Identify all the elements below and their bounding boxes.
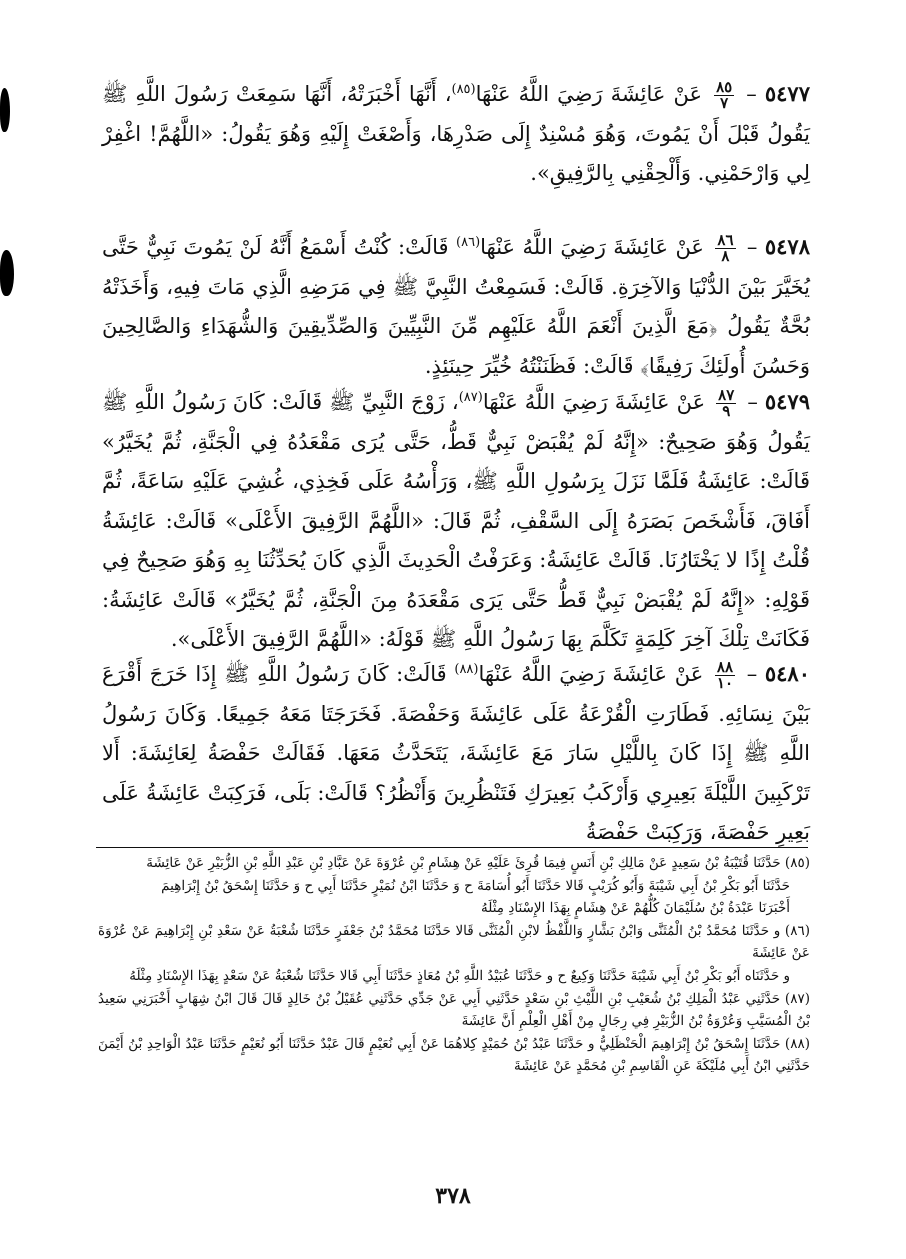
footnotes (98, 852, 810, 1078)
hadith-number: ٥٤٧٩ (764, 389, 810, 414)
footnote-85: (٨٥) حَدَّثَنَا قُتَيْبَةُ بْنُ سَعِيدٍ عَنْ مَالِكِ بْنِ أَنَسٍ فِيمَا قُرِئَ عَلَيْهِ عَنْ هِشَامِ بْنِ عُرْوَةَ عَنْ عَبَّادِ بْنِ عَبْدِ اللَّهِ بْنِ الزُّبَيْرِ عَنْ عَائِشَةَ (146, 855, 810, 871)
cross-reference-fraction: $\frac{٨٧}{٩}$ (718, 386, 735, 420)
hadith-number: ٥٤٧٧ (764, 81, 810, 106)
footnote-ref: (٨٦) (456, 235, 481, 250)
hadith-5480: ٥٤٨٠ – $\frac{٨٨}{١٠}$ عَنْ عَائِشَةَ رَضِيَ اللَّهُ عَنْهَا$^{(٨٨)}$ قَالَتْ: كَانَ رَسُولُ اللَّهِ ﷺ إِذَا خَرَجَ أَقْرَعَ بَيْنَ نِسَائِهِ. فَطَارَتِ الْقُرْعَةُ عَلَى عَائِشَةَ وَحَفْصَةَ. فَخَرَجَتَا مَعَهُ جَمِيعًا. وَكَانَ رَسُولُ اللَّهِ ﷺ إِذَا كَانَ بِاللَّيْلِ سَارَ مَعَ عَائِشَةَ، يَتَحَدَّثُ مَعَهَا. فَقَالَتْ حَفْصَةُ لِعَائِشَةَ: أَلا تَرْكَبِينَ اللَّيْلَةَ بَعِيرِي وَأَرْكَبُ بَعِيرَكِ فَتَنْظُرِينَ وَأَنْظُرُ؟ قَالَتْ: بَلَى، فَرَكِبَتْ عَائِشَةُ عَلَى بَعِيرِ حَفْصَةَ، وَرَكِبَتْ حَفْصَةُ (102, 658, 810, 844)
hadith-body: ، زَوْجَ النَّبِيِّ ﷺ قَالَتْ: كَانَ رَسُولُ اللَّهِ ﷺ يَقُولُ وَهُوَ صَحِيحٌ: «إِنَّهُ لَمْ يُقْبَضْ نَبِيٌّ قَطُّ، حَتَّى يُرَى مَقْعَدُهُ فِي الْجَنَّةِ، ثُمَّ يُخَيَّرُ» قَالَتْ: عَائِشَةُ فَلَمَّا نَزَلَ بِرَسُولِ اللَّهِ ﷺ، وَرَأْسُهُ عَلَى فَخِذِي، غُشِيَ عَلَيْهِ سَاعَةً، ثُمَّ أَفَاقَ، فَأَشْخَصَ بَصَرَهُ إِلَى السَّقْفِ، ثُمَّ قَالَ: «اللَّهُمَّ الرَّفِيقَ الأَعْلَى» قَالَتْ: عَائِشَةُ قُلْتُ إِذًا لا يَخْتَارُنَا. قَالَتْ عَائِشَةُ: وَعَرَفْتُ الْحَدِيثَ الَّذِي كَانَ يُحَدِّثُنَا بِهِ وَهُوَ صَحِيحٌ فِي قَوْلِهِ: «إِنَّهُ لَمْ يُقْبَضْ نَبِيٌّ قَطُّ حَتَّى يَرَى مَقْعَدَهُ مِنَ الْجَنَّةِ، ثُمَّ يُخَيَّرُ» قَالَتْ عَائِشَةُ: فَكَانَتْ تِلْكَ آخِرَ كَلِمَةٍ تَكَلَّمَ بِهَا رَسُولُ اللَّهِ ﷺ قَوْلَهُ: «اللَّهُمَّ الرَّفِيقَ الأَعْلَى». (102, 390, 810, 651)
footnote-ref: (٨٨) (454, 662, 479, 677)
cross-reference-fraction: $\frac{٨٦}{٨}$ (717, 231, 734, 265)
cross-reference-fraction: $\frac{٨٨}{١٠}$ (716, 658, 734, 692)
hadith-narrator: عَنْ عَائِشَةَ رَضِيَ اللَّهُ عَنْهَا (475, 82, 703, 106)
hadith-narrator: عَنْ عَائِشَةَ رَضِيَ اللَّهُ عَنْهَا (480, 235, 704, 259)
footnote-ref: (٨٧) (458, 390, 483, 405)
hadith-body: قَالَتْ: كُنْتُ أَسْمَعُ أَنَّهُ لَنْ يَمُوتَ نَبِيٌّ حَتَّى يُخَيَّرَ بَيْنَ الدُّنْيَا وَالآخِرَةِ. قَالَتْ: فَسَمِعْتُ النَّبِيَّ ﷺ فِي مَرَضِهِ الَّذِي مَاتَ فِيهِ، وَأَخَذَتْهُ بُحَّةٌ يَقُولُ ﴿مَعَ الَّذِينَ أَنْعَمَ اللَّهُ عَلَيْهِم مِّنَ النَّبِيِّينَ وَالصِّدِّيقِينَ وَالشُّهَدَاءِ وَالصَّالِحِينَ وَحَسُنَ أُولَئِكَ رَفِيقًا﴾ قَالَتْ: فَظَنَنْتُهُ خُيِّرَ حِينَئِذٍ. (102, 235, 810, 378)
hadith-narrator: عَنْ عَائِشَةَ رَضِيَ اللَّهُ عَنْهَا (478, 662, 704, 686)
hadith-body: قَالَتْ: كَانَ رَسُولُ اللَّهِ ﷺ إِذَا خَرَجَ أَقْرَعَ بَيْنَ نِسَائِهِ. فَطَارَتِ الْقُرْعَةُ عَلَى عَائِشَةَ وَحَفْصَةَ. فَخَرَجَتَا مَعَهُ جَمِيعًا. وَكَانَ رَسُولُ اللَّهِ ﷺ إِذَا كَانَ بِاللَّيْلِ سَارَ مَعَ عَائِشَةَ، يَتَحَدَّثُ مَعَهَا. فَقَالَتْ حَفْصَةُ لِعَائِشَةَ: أَلا تَرْكَبِينَ اللَّيْلَةَ بَعِيرِي وَأَرْكَبُ بَعِيرَكِ فَتَنْظُرِينَ وَأَنْظُرُ؟ قَالَتْ: بَلَى، فَرَكِبَتْ عَائِشَةُ عَلَى بَعِيرِ حَفْصَةَ، وَرَكِبَتْ حَفْصَةُ (102, 662, 810, 844)
hadith-5478: ٥٤٧٨ – $\frac{٨٦}{٨}$ عَنْ عَائِشَةَ رَضِيَ اللَّهُ عَنْهَا$^{(٨٦)}$ قَالَتْ: كُنْتُ أَسْمَعُ أَنَّهُ لَنْ يَمُوتَ نَبِيٌّ حَتَّى يُخَيَّرَ بَيْنَ الدُّنْيَا وَالآخِرَةِ. قَالَتْ: فَسَمِعْتُ النَّبِيَّ ﷺ فِي مَرَضِهِ الَّذِي مَاتَ فِيهِ، وَأَخَذَتْهُ بُحَّةٌ يَقُولُ ﴿مَعَ الَّذِينَ أَنْعَمَ اللَّهُ عَلَيْهِم مِّنَ النَّبِيِّينَ وَالصِّدِّيقِينَ وَالشُّهَدَاءِ وَالصَّالِحِينَ وَحَسُنَ أُولَئِكَ رَفِيقًا﴾ قَالَتْ: فَظَنَنْتُهُ خُيِّرَ حِينَئِذٍ. (102, 231, 810, 378)
hadith-number: ٥٤٧٨ (764, 234, 810, 259)
footnote-87: (٨٧) حَدَّثَنِي عَبْدُ الْمَلِكِ بْنُ شُعَيْبِ بْنِ اللَّيْثِ بْنِ سَعْدٍ حَدَّثَنِي أَبِي عَنْ جَدِّي حَدَّثَنِي عُقَيْلُ بْنُ خَالِدٍ قَالَ قَالَ ابْنُ شِهَابٍ أَخْبَرَنِي سَعِيدُ بْنُ الْمُسَيَّبِ وَعُرْوَةُ بْنُ الزُّبَيْرِ فِي رِجَالٍ مِنْ أَهْلِ الْعِلْمِ أَنَّ عَائِشَةَ (98, 990, 810, 1030)
hadith-5477: ٥٤٧٧ – $\frac{٨٥}{٧}$ عَنْ عَائِشَةَ رَضِيَ اللَّهُ عَنْهَا$^{(٨٥)}$، أَنَّهَا أَخْبَرَتْهُ، أَنَّهَا سَمِعَتْ رَسُولَ اللَّهِ ﷺ يَقُولُ قَبْلَ أَنْ يَمُوتَ، وَهُوَ مُسْنِدٌ إِلَى صَدْرِهَا، وَأَصْغَتْ إِلَيْهِ وَهُوَ يَقُولُ: «اللَّهُمَّ! اغْفِرْ لِي وَارْحَمْنِي. وَأَلْحِقْنِي بِالرَّفِيقِ». (102, 78, 810, 185)
footnote-divider (96, 847, 808, 848)
scan-edge-blot (0, 88, 10, 132)
cross-reference-fraction: $\frac{٨٥}{٧}$ (716, 78, 733, 112)
footnote-86: (٨٦) و حَدَّثَنَا مُحَمَّدُ بْنُ الْمُثَنَّى وَابْنُ بَشَّارٍ وَاللَّفْظُ لابْنِ الْمُثَنَّى قَالا حَدَّثَنَا مُحَمَّدُ بْنُ جَعْفَرٍ حَدَّثَنَا شُعْبَةُ عَنْ سَعْدِ بْنِ إِبْرَاهِيمَ عَنْ عُرْوَةَ عَنْ عَائِشَةَ (98, 922, 810, 962)
scan-edge-blot (0, 250, 14, 296)
footnote-88: (٨٨) حَدَّثَنَا إِسْحَقُ بْنُ إِبْرَاهِيمَ الْحَنْظَلِيُّ و حَدَّثَنَا عَبْدُ بْنُ حُمَيْدٍ كِلاهُمَا عَنْ أَبِي نُعَيْمٍ قَالَ عَبْدٌ حَدَّثَنَا أَبُو نُعَيْمٍ حَدَّثَنَا عَبْدُ الْوَاحِدِ بْنُ أَيْمَنَ حَدَّثَنِي ابْنُ أَبِي مُلَيْكَةَ عَنِ الْقَاسِمِ بْنِ مُحَمَّدٍ عَنْ عَائِشَةَ (98, 1035, 810, 1075)
footnote-86-chain: و حَدَّثَنَاه أَبُو بَكْرِ بْنُ أَبِي شَيْبَةَ حَدَّثَنَا وَكِيعٌ ح و حَدَّثَنَا عُبَيْدُ اللَّهِ بْنُ مُعَاذٍ حَدَّثَنَا أَبِي قَالا حَدَّثَنَا شُعْبَةُ عَنْ سَعْدٍ بِهَذَا الإِسْنَادِ مِثْلَهُ (129, 967, 790, 984)
hadith-body: ، أَنَّهَا أَخْبَرَتْهُ، أَنَّهَا سَمِعَتْ رَسُولَ اللَّهِ ﷺ يَقُولُ قَبْلَ أَنْ يَمُوتَ، وَهُوَ مُسْنِدٌ إِلَى صَدْرِهَا، وَأَصْغَتْ إِلَيْهِ وَهُوَ يَقُولُ: «اللَّهُمَّ! اغْفِرْ لِي وَارْحَمْنِي. وَأَلْحِقْنِي بِالرَّفِيقِ». (102, 82, 810, 185)
footnote-85-chain: أَخْبَرَنَا عَبْدَةُ بْنُ سُلَيْمَانَ كُلُّهُمْ عَنْ هِشَامٍ بِهَذَا الإِسْنَادِ مِثْلَهُ (481, 900, 790, 917)
hadith-5479: ٥٤٧٩ – $\frac{٨٧}{٩}$ عَنْ عَائِشَةَ رَضِيَ اللَّهُ عَنْهَا$^{(٨٧)}$، زَوْجَ النَّبِيِّ ﷺ قَالَتْ: كَانَ رَسُولُ اللَّهِ ﷺ يَقُولُ وَهُوَ صَحِيحٌ: «إِنَّهُ لَمْ يُقْبَضْ نَبِيٌّ قَطُّ، حَتَّى يُرَى مَقْعَدُهُ فِي الْجَنَّةِ، ثُمَّ يُخَيَّرُ» قَالَتْ: عَائِشَةُ فَلَمَّا نَزَلَ بِرَسُولِ اللَّهِ ﷺ، وَرَأْسُهُ عَلَى فَخِذِي، غُشِيَ عَلَيْهِ سَاعَةً، ثُمَّ أَفَاقَ، فَأَشْخَصَ بَصَرَهُ إِلَى السَّقْفِ، ثُمَّ قَالَ: «اللَّهُمَّ الرَّفِيقَ الأَعْلَى» قَالَتْ: عَائِشَةُ قُلْتُ إِذًا لا يَخْتَارُنَا. قَالَتْ عَائِشَةُ: وَعَرَفْتُ الْحَدِيثَ الَّذِي كَانَ يُحَدِّثُنَا بِهِ وَهُوَ صَحِيحٌ فِي قَوْلِهِ: «إِنَّهُ لَمْ يُقْبَضْ نَبِيٌّ قَطُّ حَتَّى يَرَى مَقْعَدَهُ مِنَ الْجَنَّةِ، ثُمَّ يُخَيَّرُ» قَالَتْ عَائِشَةُ: فَكَانَتْ تِلْكَ آخِرَ كَلِمَةٍ تَكَلَّمَ بِهَا رَسُولُ اللَّهِ ﷺ قَوْلَهُ: «اللَّهُمَّ الرَّفِيقَ الأَعْلَى». (102, 386, 810, 651)
footnote-85-chain: حَدَّثَنَا أَبُو بَكْرِ بْنُ أَبِي شَيْبَةَ وَأَبُو كُرَيْبٍ قَالا حَدَّثَنَا أَبُو أُسَامَةَ ح وَ حَدَّثَنَا ابْنُ نُمَيْرٍ حَدَّثَنَا أَبِي ح وَ حَدَّثَنَا إِسْحَقُ بْنُ إِبْرَاهِيمَ (161, 877, 790, 894)
footnote-ref: (٨٥) (451, 82, 476, 97)
hadith-number: ٥٤٨٠ (764, 661, 810, 686)
page-number: ٣٧٨ (435, 1183, 471, 1209)
hadith-narrator: عَنْ عَائِشَةَ رَضِيَ اللَّهُ عَنْهَا (482, 390, 706, 414)
